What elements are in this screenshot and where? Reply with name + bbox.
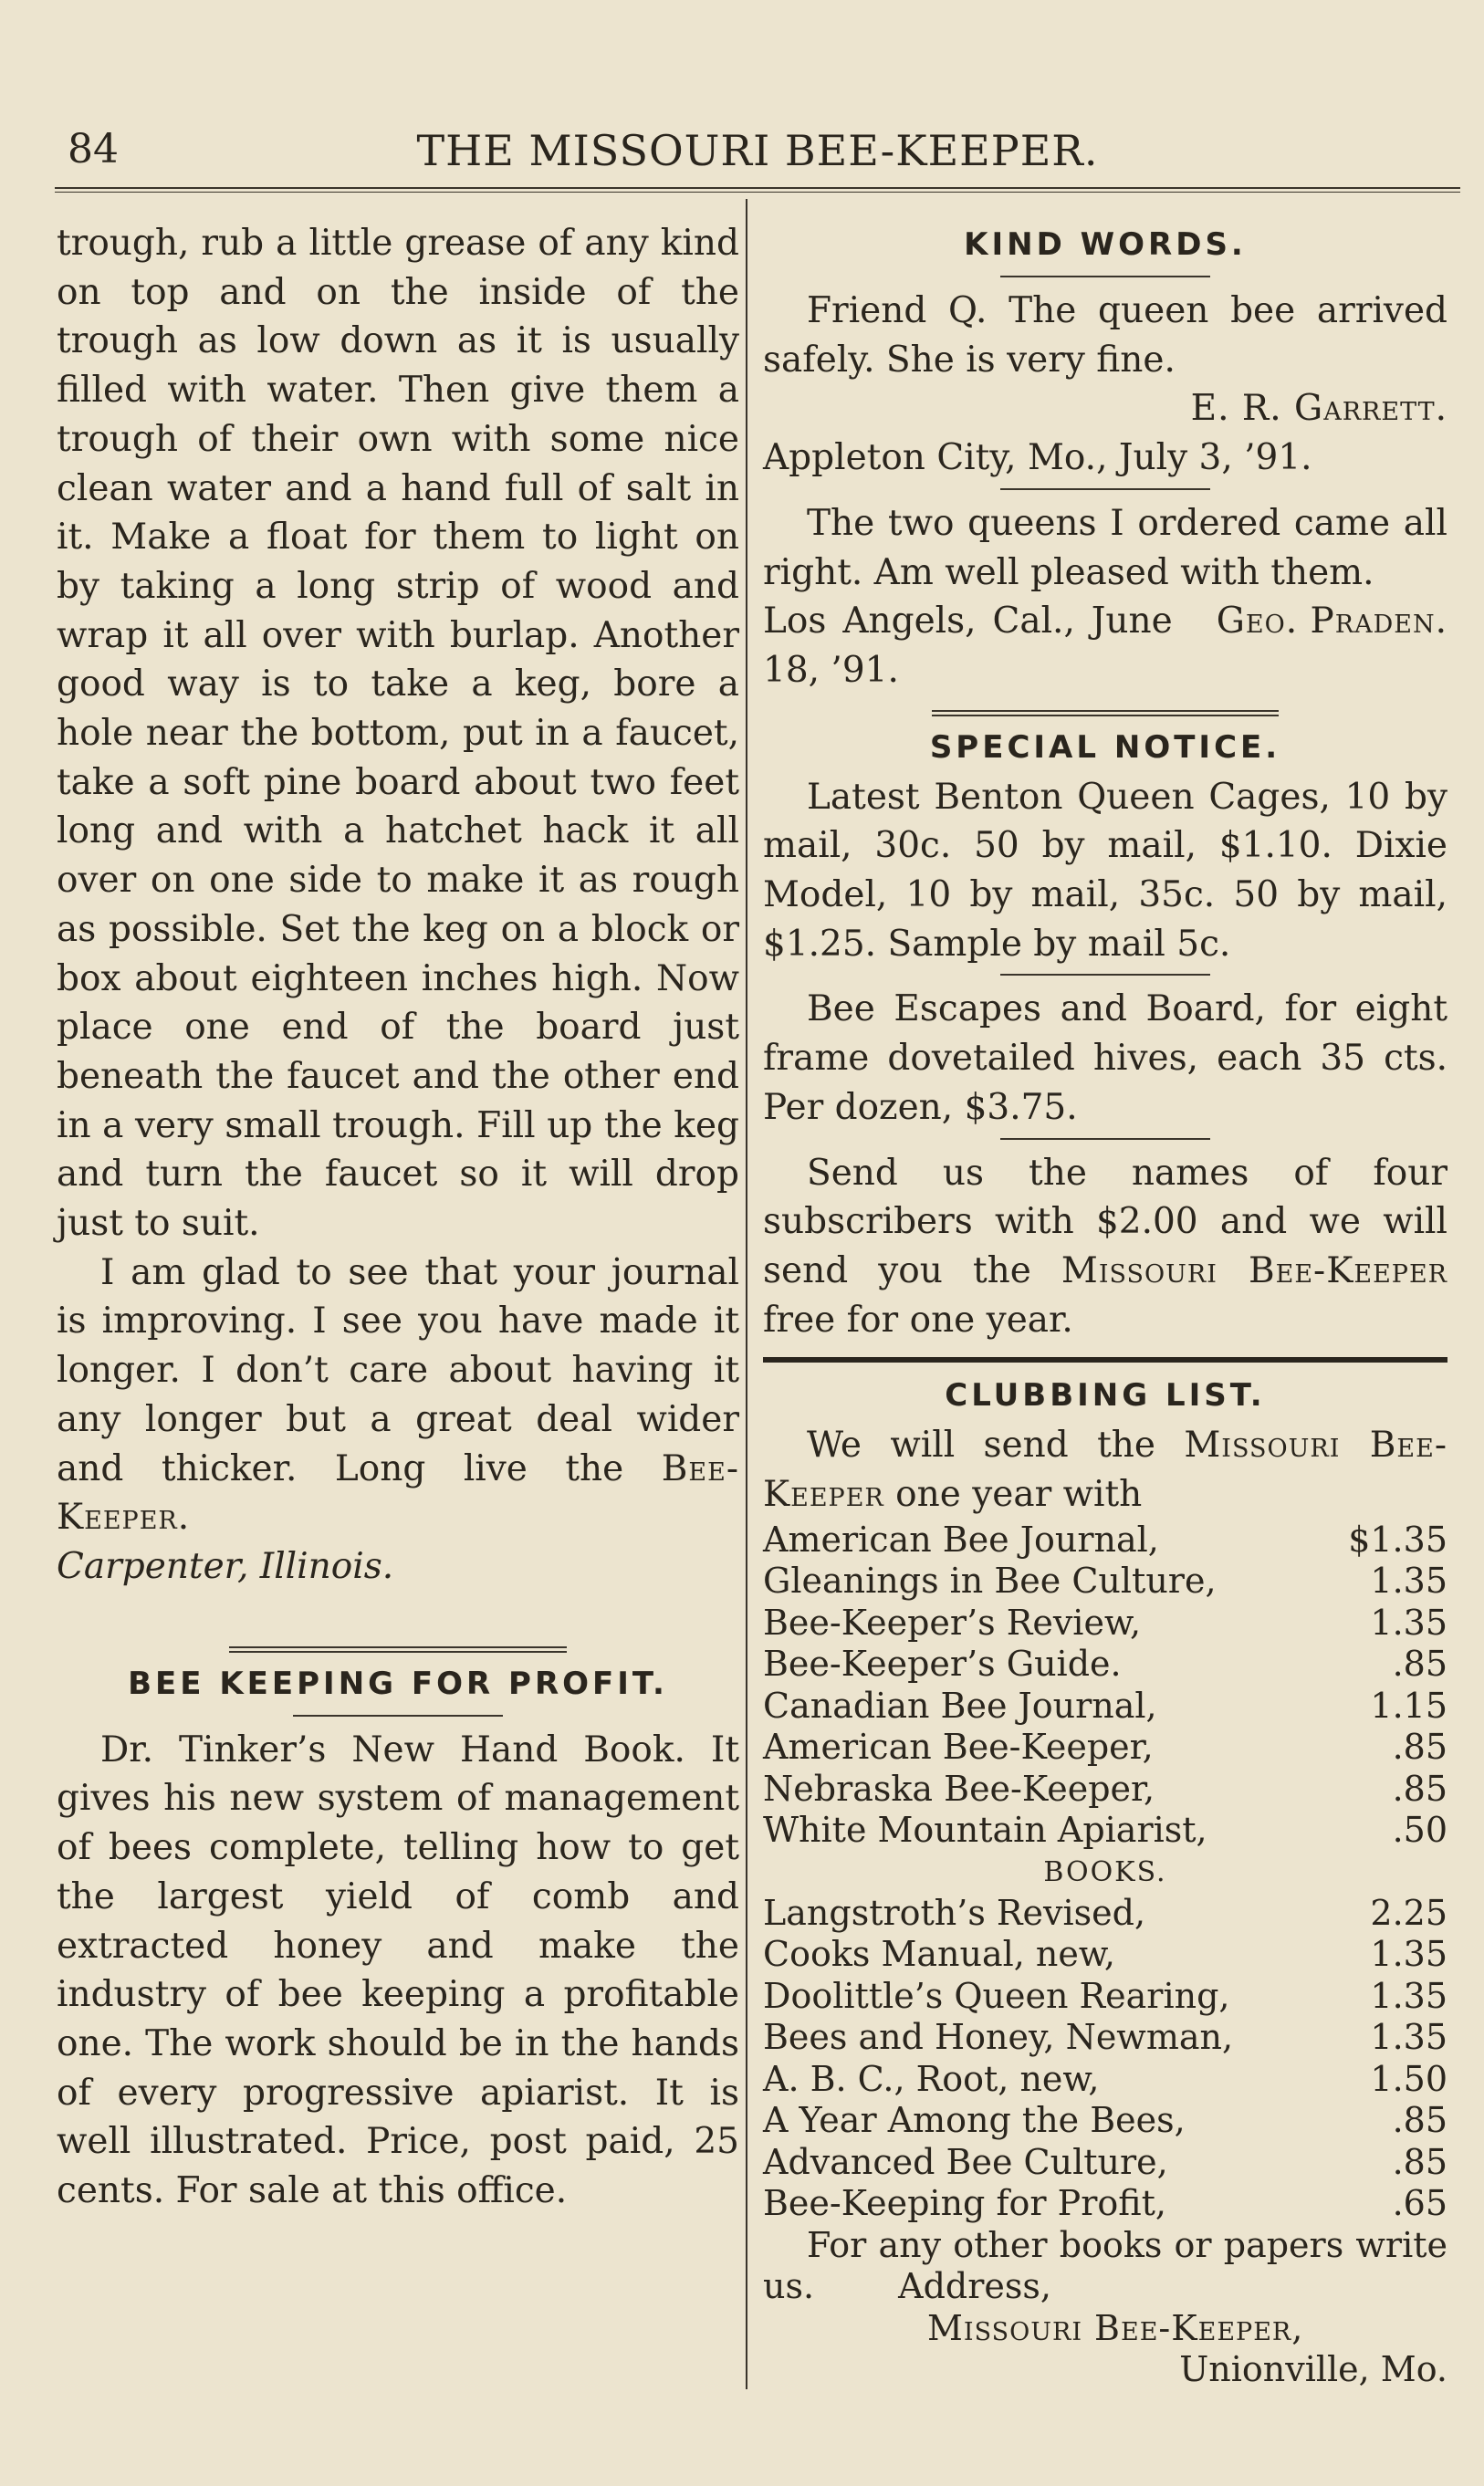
footer-text: For any other books or papers write us.: [763, 2224, 1447, 2307]
item-price: .85: [1392, 2141, 1447, 2182]
item-name: American Bee Journal,: [763, 1519, 1159, 1560]
letter-signer: Geo. Praden.: [1216, 601, 1447, 642]
right-column: [763, 219, 1447, 2391]
heading-rule: [293, 1715, 503, 1717]
item-price: .85: [1392, 1768, 1447, 1809]
books-list: [763, 1893, 1447, 2225]
letter-text: [763, 499, 1447, 642]
letter-body: The two queens I ordered came all right. Am well pleased with them.: [763, 502, 1447, 593]
item-name: Advanced Bee Culture,: [763, 2141, 1168, 2182]
clubbing-row: [763, 1893, 1447, 1935]
header-rule: [55, 187, 1460, 193]
papers-list: [763, 1520, 1447, 1852]
item-price: 1.35: [1370, 2017, 1447, 2058]
item-price: 1.35: [1370, 1561, 1447, 1602]
publication-name: Bee-Keeper.: [57, 1447, 740, 1539]
item-name: Bee-Keeper’s Guide.: [763, 1644, 1122, 1685]
item-name: Cooks Manual, new,: [763, 1934, 1115, 1975]
item-name: Langstroth’s Revised,: [763, 1892, 1146, 1933]
letter-place: Los Angels, Cal., June 18, ’91.: [763, 601, 1173, 691]
publication-name: Missouri Bee-Keeper: [763, 1425, 1448, 1516]
running-title: THE MISSOURI BEE-KEEPER.: [416, 126, 1099, 175]
item-price: .85: [1392, 1727, 1447, 1768]
item-name: Bees and Honey, Newman,: [763, 2017, 1234, 2058]
clubbing-row: [763, 1644, 1447, 1686]
notice-paragraph: Bee Escapes and Board, for eight frame dovetailed hives, each 35 cts. Per dozen, $3.75.: [763, 988, 1447, 1128]
page-header: [55, 119, 1460, 183]
item-name: Doolittle’s Queen Rearing,: [763, 1975, 1230, 2016]
clubbing-row: [763, 2059, 1447, 2101]
clubbing-row: [763, 1934, 1447, 1976]
clubbing-intro: [763, 1421, 1447, 1519]
publication-name: Missouri Bee-Keeper: [1061, 1249, 1447, 1291]
clubbing-row: [763, 1769, 1447, 1811]
item-price: 2.25: [1370, 1892, 1447, 1933]
item-price: $1.35: [1348, 1519, 1447, 1560]
column-divider: [746, 199, 747, 2389]
item-name: Nebraska Bee-Keeper,: [763, 1768, 1155, 1809]
books-label: BOOKS.: [1043, 1855, 1167, 1888]
item-name: Bee-Keeper’s Review,: [763, 1602, 1142, 1643]
item-price: 1.35: [1370, 1975, 1447, 2016]
address-city: Unionville, Mo.: [1179, 2349, 1447, 2390]
clubbing-footer: [763, 2225, 1447, 2308]
clubbing-list-heading: CLUBBING LIST.: [945, 1377, 1266, 1415]
section-rule: [932, 710, 1279, 716]
section-rule: [229, 1646, 567, 1653]
notice-paragraph: Latest Benton Queen Cages, 10 by mail, 30c. 50 by mail, $1.10. Dixie Model, 10 by mail, 35c. 50 by mail, $1.25. Sample by mail 5c.: [763, 776, 1447, 965]
notice-paragraph: [763, 1149, 1447, 1345]
paragraph-text: I am glad to see that your journal is improving. I see you have made it longer. I don’t care about having it any longer but a great deal wider and thicker. Long live the: [57, 1251, 739, 1489]
article-paragraph: [57, 1248, 739, 1542]
clubbing-row: [763, 2017, 1447, 2059]
special-notice-heading: SPECIAL NOTICE.: [929, 728, 1281, 766]
section-heading: BEE KEEPING FOR PROFIT.: [128, 1665, 668, 1702]
letter-place: Appleton City, Mo., July 3, ’91.: [763, 437, 1312, 479]
left-column: [57, 219, 739, 2216]
item-name: American Bee-Keeper,: [763, 1727, 1154, 1768]
clubbing-row: [763, 2100, 1447, 2142]
item-price: 1.35: [1370, 1602, 1447, 1643]
heavy-rule: [763, 1357, 1447, 1363]
item-name: A Year Among the Bees,: [763, 2100, 1186, 2141]
item-price: 1.35: [1370, 1934, 1447, 1975]
separator-rule: [1000, 1138, 1210, 1140]
item-price: 1.50: [1370, 2058, 1447, 2099]
item-price: 1.15: [1370, 1685, 1447, 1726]
separator-rule: [1000, 974, 1210, 976]
clubbing-row: [763, 1686, 1447, 1728]
page-number: 84: [68, 126, 119, 172]
clubbing-row: [763, 1603, 1447, 1645]
item-name: Canadian Bee Journal,: [763, 1685, 1157, 1726]
address-publication: Missouri Bee-Keeper,: [927, 2307, 1304, 2348]
letter-text: Friend Q. The queen bee arrived safely. She is very fine.: [763, 290, 1447, 381]
intro-text: We will send the: [807, 1425, 1155, 1467]
item-name: Bee-Keeping for Profit,: [763, 2183, 1166, 2224]
item-name: Gleanings in Bee Culture,: [763, 1561, 1217, 1602]
intro-text: one year with: [895, 1474, 1143, 1516]
clubbing-row: [763, 2183, 1447, 2225]
item-price: .50: [1392, 1810, 1447, 1851]
notice-text: free for one year.: [763, 1299, 1073, 1341]
item-name: A. B. C., Root, new,: [763, 2058, 1100, 2099]
address-name: [763, 2308, 1447, 2350]
heading-rule: [1000, 276, 1210, 277]
clubbing-row: [763, 1976, 1447, 2018]
kind-words-heading: KIND WORDS.: [964, 226, 1247, 263]
address-label: Address,: [898, 2266, 1051, 2307]
clubbing-row: [763, 1561, 1447, 1603]
item-price: .65: [1392, 2183, 1447, 2224]
item-price: .85: [1392, 1644, 1447, 1685]
clubbing-row: [763, 1520, 1447, 1562]
article-paragraph: trough, rub a little grease of any kind on top and on the inside of the trough as low down as it is usually filled with water. Then give them a trough of their own with some nice clean water and a hand full of salt in it. Make a float for them to light on by taking a long strip of wood and wrap it all over with burlap. Another good way is to take a keg, bore a hole near the bottom, put in a faucet, take a soft pine board about two feet long and with a hatchet hack it all over on one side to make it as rough as possible. Set the keg on a block or box about eighteen inches high. Now place one end of the board just beneath the faucet and the other end in a very small trough. Fill up the keg and turn the faucet so it will drop just to suit.: [57, 223, 739, 1245]
clubbing-row: [763, 1727, 1447, 1769]
clubbing-row: [763, 1810, 1447, 1852]
letter-signer: E. R. Garrett.: [1190, 388, 1447, 430]
notice-text: Send us the names of four subscribers with $2.00 and we will send you the: [763, 1152, 1447, 1291]
section-paragraph: Dr. Tinker’s New Hand Book. It gives his new system of management of bees complete, telling how to get the largest yield of comb and extracted honey and make the industry of bee keeping a profitable one. The work should be in the hands of every progressive apiarist. It is well illustrated. Price, post paid, 25 cents. For sale at this office.: [57, 1729, 739, 2212]
item-price: .85: [1392, 2100, 1447, 2141]
clubbing-row: [763, 2142, 1447, 2184]
item-name: White Mountain Apiarist,: [763, 1810, 1207, 1851]
article-signature: Carpenter, Illinois.: [57, 1545, 394, 1587]
separator-rule: [1000, 488, 1210, 490]
